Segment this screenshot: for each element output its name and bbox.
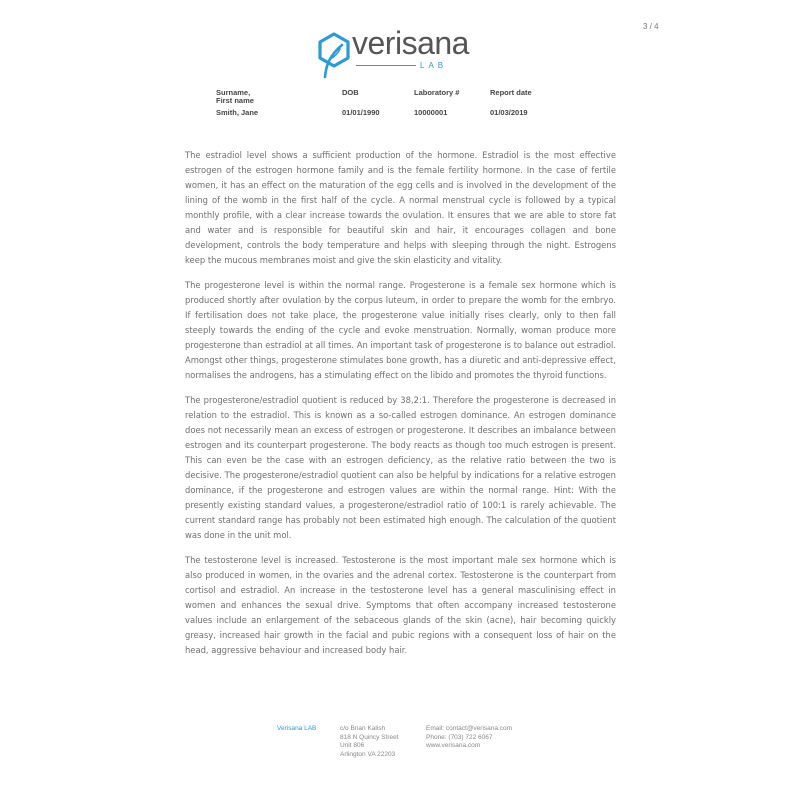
lab-value: 10000001 bbox=[414, 108, 448, 117]
name-value: Smith, Jane bbox=[216, 108, 259, 117]
footer-contact bbox=[426, 725, 512, 751]
paragraph-progesterone: The progesterone level is within the normal range. Progesterone is a female sex hormone which is produced shortly after ovulation by the corpus luteum, in order to prepare the womb for the embryo. If fertilisation does not take place, the progesterone value initially rises clearly, only to then fall steeply towards the ending of the cycle and evoke menstruation. Normally, woman produce more progesterone than estradiol at all times. An important task of progesterone is to balance out estradiol. Amongst other things, progesterone stimulates bone growth, has a diuretic and anti-depressive effect, normalises the androgens, has a stimulating effect on the libido and promotes the thyroid functions. bbox=[185, 280, 616, 380]
name-column bbox=[216, 88, 259, 117]
logo-rule bbox=[356, 65, 416, 66]
contact-phone: Phone: (703) 722 6067 bbox=[426, 733, 493, 741]
logo-lab-text: LAB bbox=[420, 61, 448, 70]
address-line: Arlington VA 22203 bbox=[340, 750, 396, 758]
footer bbox=[277, 725, 577, 770]
contact-email: Email: contact@verisana.com bbox=[426, 725, 513, 732]
name-label-line1: Surname, bbox=[216, 88, 251, 97]
lab-label: Laboratory # bbox=[414, 88, 460, 97]
patient-info bbox=[216, 89, 616, 129]
logo-brand-text: verisana bbox=[352, 25, 469, 61]
address-line: Unit 806 bbox=[340, 742, 365, 750]
paragraph-testosterone: The testosterone level is increased. Testosterone is the most important male sex hormone which is also produced in women, in the ovaries and the adrenal cortex. Testosterone is the counterpart from cortisol and estradiol. An increase in the testosterone level has a general masculinising effect in women and enhances the sexual drive. Symptoms that often accompany increased testosterone values include an enlargement of the sebaceous glands of the skin (acne), hair becoming quickly greasy, increased hair growth in the facial and pubic regions with a consequent loss of hair on the head, aggressive behaviour and increased body hair. bbox=[185, 555, 616, 655]
date-label: Report date bbox=[490, 88, 532, 97]
paragraph-quotient: The progesterone/estradiol quotient is reduced by 38,2:1. Therefore the progesterone is decreased in relation to the estradiol. This is known as a so-called estrogen dominance. An estrogen dominance does not necessarily mean an excess of estrogen or progesterone. It describes an imbalance between estrogen and its counterpart progesterone. The body reacts as though too much estrogen is present. This can even be the case with an estrogen deficiency, as the relative ratio between the two is decisive. The progesterone/estradiol quotient can also be helpful by indications for a relative estrogen dominance, if the progesterone and estrogen values are within the normal range. Hint: With the presently existing standard values, a progesterone/estradiol ratio of 100:1 is rarely achievable. The current standard range has probably not been estimated high enough. The calculation of the quotient was done in the unit mol. bbox=[185, 395, 616, 540]
name-label-line2: First name bbox=[216, 96, 254, 105]
dob-column bbox=[342, 88, 380, 117]
date-column bbox=[490, 88, 532, 117]
address-line: c/o Brian Kalish bbox=[340, 725, 386, 732]
lab-column bbox=[414, 88, 460, 117]
dob-label: DOB bbox=[342, 88, 359, 97]
report-body bbox=[185, 148, 616, 668]
contact-website: www.verisana.com bbox=[426, 742, 481, 750]
page-number: 3 / 4 bbox=[643, 22, 659, 31]
dob-value: 01/01/1990 bbox=[342, 108, 380, 117]
paragraph-estradiol: The estradiol level shows a sufficient production of the hormone. Estradiol is the most effective estrogen of the estrogen hormone family and is the female fertility hormone. In the case of fertile women, it has an effect on the maturation of the egg cells and is involved in the development of the lining of the womb in the first half of the cycle. A normal menstrual cycle is followed by a typical monthly profile, with a clear increase towards the ovulation. It ensures that we are able to store fat and water and is responsible for beautiful skin and hair, it encourages collagen and bone development, controls the body temperature and helps with sleeping through the night. Estrogens keep the mucous membranes moist and give the skin elasticity and vitality. bbox=[185, 150, 616, 265]
date-value: 01/03/2019 bbox=[490, 108, 528, 117]
footer-brand: Verisana LAB bbox=[277, 725, 317, 732]
footer-address bbox=[340, 725, 399, 759]
address-line: 818 N Quincy Street bbox=[340, 733, 399, 741]
hexagon-leaf-icon bbox=[316, 31, 352, 81]
verisana-logo bbox=[316, 25, 476, 83]
